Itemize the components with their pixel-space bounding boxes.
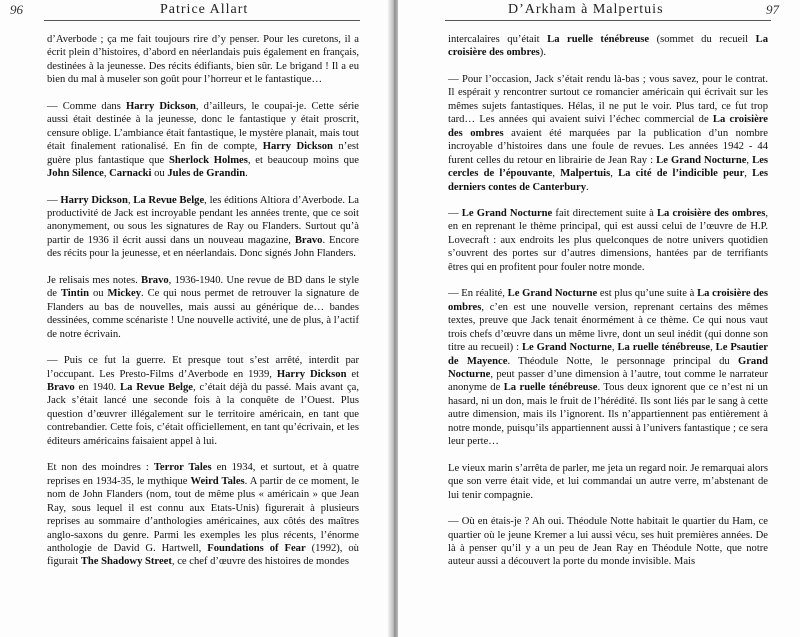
bold-title-run: La Revue Belge [120, 381, 194, 393]
text-run: , [610, 168, 619, 180]
bold-title-run: Harry Dickson [126, 100, 196, 112]
text-run: . Tous deux ignorent que ce n’est ni un hasard, ni un don, mais le fruit de l’hérédité. Ils sont liés par le sang à cette autre dimension, mais ils l’ignorent. Ils n’appartiennent pas entièrement à notre monde, puisqu’ils appartiennent aussi à l’univers fantastique ; ce sera leur perte… [448, 382, 768, 448]
text-run: , les éditions Altiora d’Averbode. La productivité de Jack est incroyable pendant les années trente, que ce soit anonymement, ou sous les signatures de Ray ou Flanders. Surtout qu’à partir de 1936 il écrit aussi dans un nouveau magazine, [47, 194, 359, 246]
header-rule-right [445, 20, 771, 21]
paragraph [448, 287, 768, 448]
text-run: , en en reprenant le thème principal, qui est aussi celui de l’œuvre de H.P. Lovecraft : aux endroits les plus quelconques de notre univers quotidien s’ouvrent des portes sur d’autres dimensions, hantées par de terrifiants êtres qui en profitent pour fouler notre monde. [448, 207, 768, 273]
bold-title-run: Jules de Grandin [167, 168, 246, 180]
page-number-left: 96 [10, 2, 23, 17]
bold-title-run: La cité de l’indicible peur [618, 168, 745, 180]
right-page [398, 0, 800, 637]
text-run: (sommet du recueil [649, 34, 756, 45]
text-run: , [127, 194, 134, 206]
paragraph [47, 33, 359, 87]
text-run: — Où en étais-je ? Ah oui. Théodule Notte habitait le quartier du Ham, ce quartier où le jeune Kremer a lui aussi vécu, ses huit premières années. De là à penser qu’il y a un peu de Jean Ray en Théodule Notte, que notre auteur aussi a découvert la porte du monde invisible. Mais [448, 516, 768, 568]
paragraph [47, 274, 359, 341]
text-run: Et non des moindres : [47, 462, 154, 474]
bold-title-run: Harry Dickson [60, 194, 128, 206]
bold-title-run: Sherlock Holmes [168, 154, 248, 166]
text-run: , [746, 154, 753, 166]
text-run: , [611, 342, 618, 354]
bold-title-run: Weird Tales [190, 475, 245, 487]
bold-title-run: La ruelle ténébreuse [617, 342, 711, 354]
left-page-body [47, 33, 359, 582]
paragraph [448, 73, 768, 194]
bold-title-run: Tintin [60, 288, 90, 300]
bold-title-run: Bravo [141, 274, 169, 286]
text-run: . [245, 168, 248, 180]
text-run: — En réalité, [448, 288, 508, 300]
text-run: , c’en est une nouvelle version, reprenant certains des mêmes textes, preuve que Jack tenait énormément à ce thème. Ce qui nous vaut trois chefs d’œuvre dans un même livre, dont un seul inédit (qui donne son titre au recueil) : [448, 301, 768, 354]
bold-title-run: Le Grand Nocturne [507, 288, 598, 300]
bold-title-run: Grand Nocturne [448, 355, 768, 380]
bold-title-run: La ruelle ténébreuse [547, 34, 650, 45]
paragraph [47, 100, 359, 181]
paragraph [47, 194, 359, 261]
text-run: , peut passer d’une dimension à l’autre, tout comme le narrateur anonyme de [448, 368, 768, 394]
paragraph [47, 354, 359, 448]
text-run: , [552, 168, 561, 180]
bold-title-run: La ruelle ténébreuse [503, 382, 598, 394]
text-run: ou [151, 168, 168, 180]
text-run: , ce chef d’œuvre des histoires de mondes [171, 556, 349, 568]
bold-title-run: Harry Dickson [262, 141, 333, 153]
text-run: . Théodule Notte, le personnage principal du [507, 355, 738, 367]
text-run: est plus qu’une suite à [597, 288, 698, 300]
bold-title-run: La croisière des ombres [448, 34, 768, 59]
text-run: . A partir de ce moment, le nom de John Flanders (nom, tout de même plus « américain » que Jean Ray, sous lequel il est connu aux Etats-Unis) figurerait à plusieurs reprises au sommaire d’anthologies américaines, aux côtés des maîtres anglo-saxons du genre. Parmi les exemples les plus récents, l’énorme anthologie de David G. Hartwell, [47, 475, 359, 554]
text-run: — Puis ce fut la guerre. Et presque tout s’est arrêté, interdit par l’occupant. Les Presto-Films d’Averbode en 1939, [47, 355, 359, 380]
bold-title-run: Malpertuis [560, 168, 611, 180]
paragraph [448, 207, 768, 274]
text-run: . Encore des récits pour la jeunesse, et en néerlandais. Donc signés John Flanders. [47, 234, 359, 260]
text-run: intercalaires qu’était [448, 34, 548, 45]
text-run: ). [539, 47, 546, 59]
text-run: , c’était déjà du passé. Mais avant ça, Jack s’était lancé une seconde fois à la conquête de l’Ouest. Plus question d’œuvrer illégalement sur le territoire américain, en tant que contrebandier. Cette fois, c’était officiellement, en tant qu’écrivain, et les éditeurs américains faisaient appel à lui. [47, 381, 359, 447]
bold-title-run: Carnacki [109, 168, 152, 180]
bold-title-run: The Shadowy Street [80, 556, 172, 568]
bold-title-run: Harry Dickson [276, 368, 347, 380]
text-run: , d’ailleurs, le coupai-je. Cette série aussi était destinée à la jeunesse, donc le fantastique y était proscrit, censure oblige. L’ambiance était fantastique, le mystère planait, mais tout était finalement rationalisé. En fin de compte, [47, 100, 359, 153]
text-run: fait directement suite à [552, 207, 657, 219]
bold-title-run: Le Grand Nocturne [521, 342, 612, 354]
text-run: d’Averbode ; ça me fait toujours rire d’y penser. Pour les curetons, il a écrit plein d’histoires, d’abord en néerlandais puis également en français, destinées à la jeunesse. Des récits édifiants, bien sûr. Le brigand ! Il a eu bien du mal à museler son goût pour l’horreur et le fantastique… [47, 34, 359, 86]
text-run: . [586, 181, 589, 193]
running-head-right: D’Arkham à Malpertuis [508, 2, 664, 17]
text-run: — Pour l’occasion, Jack s’était rendu là-bas ; vous savez, pour le contrat. Il espérait y rencontrer surtout ce romancier américain qui écrivait sur les mêmes sujets fantastiques. Hélas, il ne put le voir. Plus tard, ce fut trop tard… Les années qui avaient suivi l’échec commercial de [448, 73, 768, 126]
bold-title-run: La croisière des ombres [448, 288, 769, 313]
paragraph [47, 461, 359, 569]
bold-title-run: Les cercles de l’épouvante [448, 154, 769, 180]
bold-title-run: Bravo [294, 234, 323, 246]
text-run: . Ce qui nous permet de retrouver la signature de Flanders au bas de nouvelles, mais aussi au générique de… bandes dessinées, comme scénariste ! Une nouvelle activité, une de plus, à l’actif de notre écrivain. [47, 288, 360, 340]
text-run: ou [89, 288, 108, 300]
header-rule-left [44, 20, 360, 21]
text-run: avaient été marquées par la publication d’un nombre incroyable d’histoires dans une foule de revues. Les années 1942 - 44 furent celles du retour en librairie de Jean Ray : [448, 127, 769, 166]
bold-title-run: Les derniers contes de Canterbury [448, 168, 769, 193]
text-run: Le vieux marin s’arrêta de parler, me jeta un regard noir. Je remarquai alors que son verre était vide, et lui commandai un autre verre, m’abstenant de lui tenir compagnie. [448, 462, 768, 501]
text-run: , [103, 168, 110, 180]
text-run: — [448, 207, 462, 219]
paragraph [448, 515, 768, 569]
text-run: , [744, 168, 753, 180]
text-run: en 1934, et surtout, et à quatre reprises en 1934-35, le mythique [47, 462, 359, 487]
bold-title-run: La croisière des ombres [448, 114, 768, 139]
bold-title-run: Le Grand Nocturne [656, 154, 747, 166]
bold-title-run: La croisière des ombres [656, 207, 766, 219]
bold-title-run: Foundations of Fear [207, 542, 306, 554]
text-run: et [346, 368, 360, 380]
paragraph [448, 33, 768, 60]
text-run: Je relisais mes notes. [47, 274, 141, 286]
bold-title-run: Le Psautier de Mayence [448, 342, 768, 367]
bold-title-run: La Revue Belge [133, 194, 205, 206]
text-run: n’est guère plus fantastique que [47, 141, 359, 166]
right-page-body [448, 33, 768, 582]
paragraph [448, 462, 768, 502]
text-run: — [47, 194, 61, 206]
bold-title-run: John Silence [47, 168, 104, 180]
text-run: , et beaucoup moins que [247, 154, 359, 166]
text-run: , [710, 342, 716, 354]
running-head-left: Patrice Allart [160, 2, 249, 17]
text-run: , 1936-1940. Une revue de BD dans le style de [47, 274, 359, 300]
bold-title-run: Mickey [107, 288, 142, 300]
page-number-right: 97 [766, 2, 779, 17]
bold-title-run: Le Grand Nocturne [461, 207, 553, 219]
text-run: (1992), où figurait [47, 542, 359, 568]
text-run: en 1940. [74, 381, 121, 393]
text-run: — Comme dans [47, 100, 126, 112]
left-page [0, 0, 390, 637]
bold-title-run: Bravo [47, 381, 75, 393]
bold-title-run: Terror Tales [153, 462, 212, 474]
